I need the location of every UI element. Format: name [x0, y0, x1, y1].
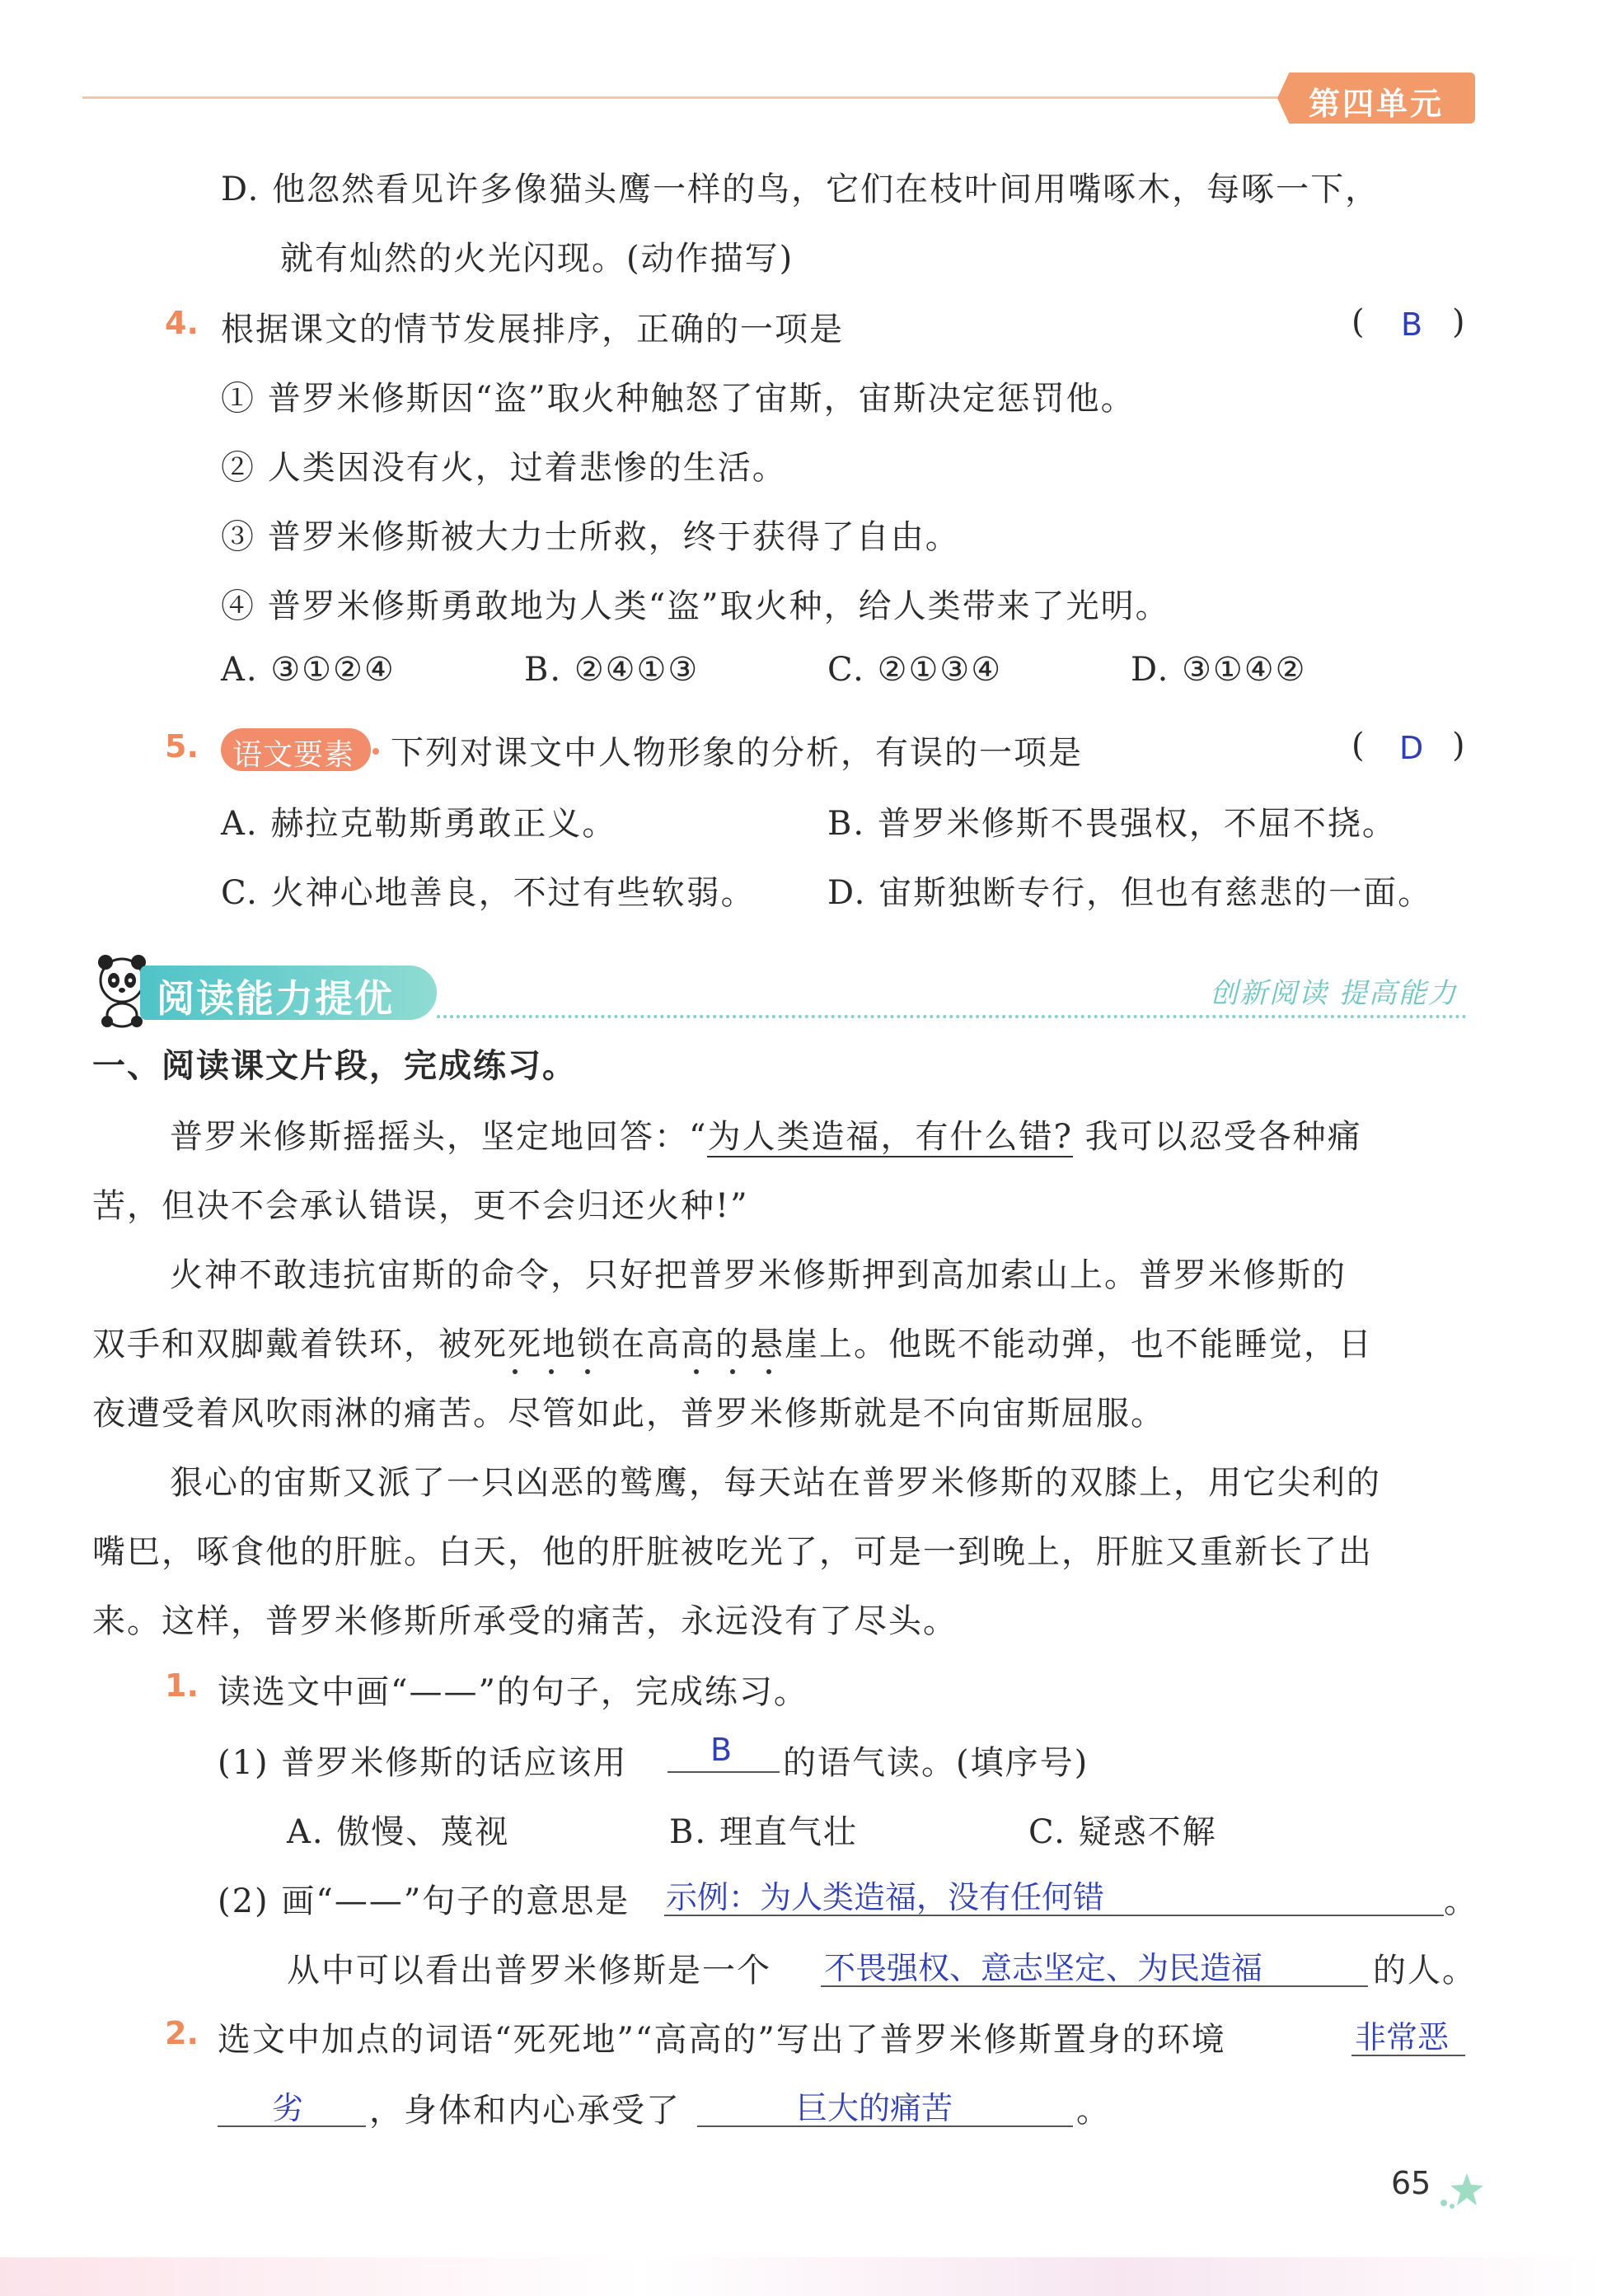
q5-answer: D: [1399, 730, 1424, 766]
q4-item-3: ③ 普罗米修斯被大力士所救，终于获得了自由。: [221, 518, 960, 556]
e2-answer2: 巨大的痛苦: [796, 2090, 953, 2126]
passage-underlined-sentence: 为人类造福，有什么错?: [707, 1118, 1073, 1156]
e2-end: 。: [1076, 2092, 1111, 2130]
q4-item-1: ① 普罗米修斯因“盗”取火种触怒了宙斯，宙斯决定惩罚他。: [221, 380, 1136, 418]
q5-option-d: D. 宙斯独断专行，但也有慈悲的一面。: [827, 874, 1433, 912]
emphasis-dot: [585, 1369, 590, 1374]
passage-p2-line1: 火神不敢违抗宙斯的命令，只好把普罗米修斯押到高加索山上。普罗米修斯的: [170, 1256, 1347, 1294]
e1-s1-prefix: (1) 普罗米修斯的话应该用: [218, 1744, 628, 1782]
q4-option-b: B. ②④①③: [524, 651, 700, 689]
e1-s3-prefix: 从中可以看出普罗米修斯是一个: [287, 1952, 771, 1990]
q4-option-c: C. ②①③④: [827, 651, 1003, 689]
section-title: 阅读能力提优: [157, 976, 394, 1021]
q5-stem: 下列对课文中人物形象的分析，有误的一项是: [391, 734, 1083, 772]
q5-tag-dot: [372, 748, 379, 755]
section-dotted-rule: [437, 1015, 1467, 1018]
passage-p1-line1: [170, 1111, 1362, 1157]
emphasis-dot: [694, 1369, 699, 1374]
section-subtitle: 创新阅读 提高能力: [1210, 977, 1458, 1010]
passage-p1-prefix: 普罗米修斯摇摇头，坚定地回答：“: [170, 1118, 708, 1156]
e2-mid-text: ，身体和内心承受了: [369, 2092, 681, 2130]
passage-p3-line1: 狠心的宙斯又派了一只凶恶的鹫鹰，每天站在普罗米修斯的双膝上，用它尖利的: [170, 1464, 1381, 1502]
q5-paren-close: ): [1452, 727, 1467, 765]
prev-option-d-line1: D. 他忽然看见许多像猫头鹰一样的鸟，它们在枝叶间用嘴啄木，每啄一下，: [221, 171, 1380, 208]
q5-option-a: A. 赫拉克勒斯勇敢正义。: [221, 805, 617, 843]
q4-paren-open: (: [1351, 303, 1366, 341]
q5-option-b: B. 普罗米修斯不畏强权，不屈不挠。: [827, 805, 1397, 843]
q5-paren-open: (: [1351, 727, 1366, 765]
emphasis-dot: [730, 1369, 735, 1374]
e2-stem: 选文中加点的词语“死死地”“高高的”写出了普罗米修斯置身的环境: [218, 2021, 1226, 2059]
e1-s3-answer: 不畏强权、意志坚定、为民造福: [824, 1950, 1263, 1986]
q5-option-c: C. 火神心地善良，不过有些软弱。: [221, 874, 756, 912]
e1-s1-answer: B: [710, 1732, 733, 1768]
q4-option-d: D. ③①④②: [1131, 651, 1307, 689]
q4-stem: 根据课文的情节发展排序，正确的一项是: [221, 311, 844, 348]
emphasis-dot: [549, 1369, 554, 1374]
e1-option-a: A. 傲慢、蔑视: [287, 1813, 510, 1851]
bottom-decoration: [0, 2257, 1602, 2296]
prev-option-d-line2: 就有灿然的火光闪现。(动作描写): [280, 240, 794, 278]
e1-option-c: C. 疑惑不解: [1028, 1813, 1217, 1851]
q4-paren-close: ): [1452, 303, 1467, 341]
e1-s2-answer: 示例：为人类造福，没有任何错: [666, 1879, 1105, 1915]
q4-option-a: A. ③①②④: [221, 651, 396, 689]
q5-number: 5.: [165, 728, 199, 765]
e2-answer1-part2: 劣: [272, 2090, 304, 2126]
q4-item-4: ④ 普罗米修斯勇敢地为人类“盗”取火种，给人类带来了光明。: [221, 587, 1170, 625]
emphasis-dot: [766, 1369, 771, 1374]
e1-s2-suffix: 。: [1444, 1882, 1478, 1920]
e1-s2-prefix: (2) 画“——”句子的意思是: [218, 1882, 630, 1920]
e2-answer1-part1: 非常恶: [1355, 2019, 1450, 2055]
e1-s3-suffix: 的人。: [1373, 1952, 1477, 1990]
passage-p1-suffix: 我可以忍受各种痛: [1072, 1118, 1362, 1156]
q4-number: 4.: [165, 305, 199, 341]
passage-p2-line2: 双手和双脚戴着铁环，被死死地锁在高高的悬崖上。他既不能动弹，也不能睡觉，日: [92, 1326, 1373, 1363]
e1-number: 1.: [165, 1667, 199, 1704]
unit-label: 第四单元: [1309, 86, 1445, 122]
e1-s1-suffix: 的语气读。(填序号): [783, 1744, 1089, 1782]
star-icon: [1434, 2170, 1492, 2211]
passage-p3-line3: 来。这样，普罗米修斯所承受的痛苦，永远没有了尽头。: [92, 1602, 958, 1640]
passage-p1-line2: 苦，但决不会承认错误，更不会归还火种!”: [92, 1187, 749, 1225]
passage-p2-line3: 夜遭受着风吹雨淋的痛苦。尽管如此，普罗米修斯就是不向宙斯屈服。: [92, 1395, 1165, 1433]
e1-stem: 读选文中画“——”的句子，完成练习。: [218, 1673, 808, 1711]
q5-tag-label: 语文要素: [232, 738, 355, 772]
header-rule: [82, 96, 1286, 99]
q4-item-2: ② 人类因没有火，过着悲惨的生活。: [221, 449, 787, 487]
page-number: 65: [1391, 2165, 1431, 2201]
passage-p3-line2: 嘴巴，啄食他的肝脏。白天，他的肝脏被吃光了，可是一到晚上，肝脏又重新长了出: [92, 1533, 1373, 1571]
part1-title: 一、阅读课文片段，完成练习。: [92, 1047, 577, 1085]
q4-answer: B: [1401, 306, 1423, 343]
emphasis-dot: [513, 1369, 518, 1374]
e2-number: 2.: [165, 2015, 199, 2051]
e1-s1-blank: [668, 1771, 780, 1773]
e1-option-b: B. 理直气壮: [669, 1813, 858, 1851]
